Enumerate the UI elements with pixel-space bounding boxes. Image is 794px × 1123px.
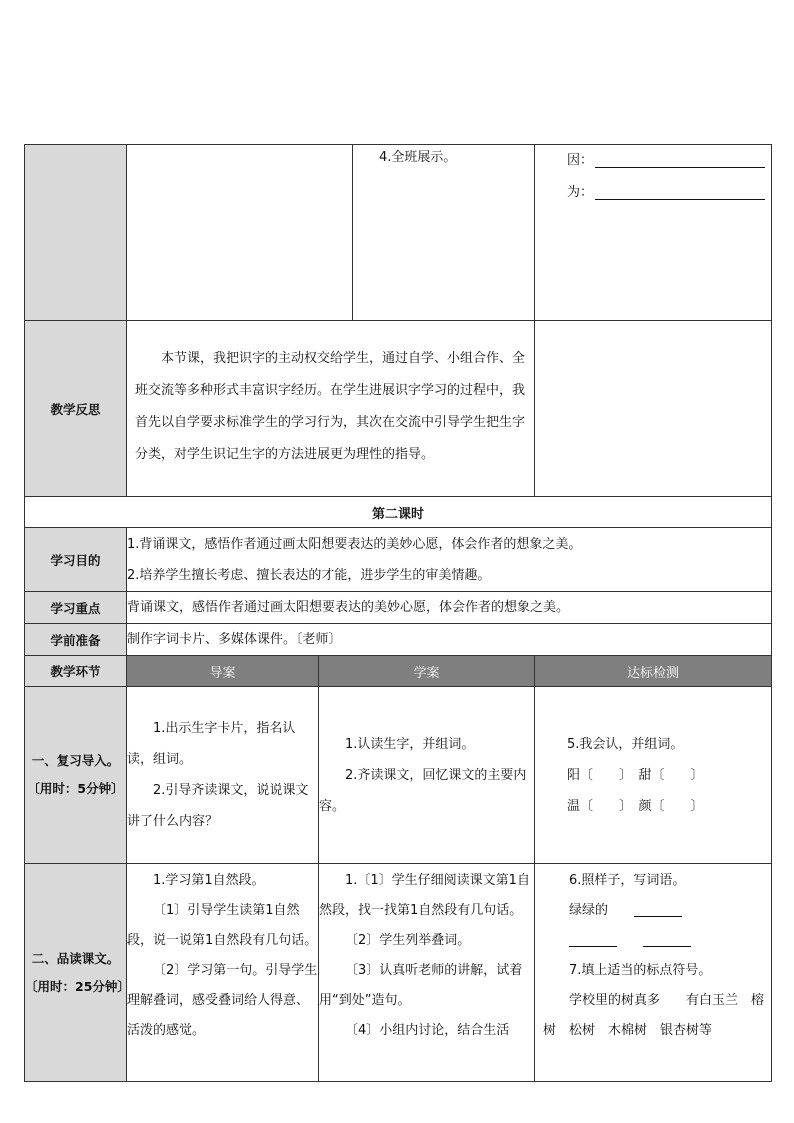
prep-text: 制作字词卡片、多媒体课件。〔老师〕 (127, 624, 772, 656)
reflection-empty-cell (535, 321, 772, 497)
step2-guide-cell (127, 864, 319, 1082)
study-item: 4.全班展示。 (379, 150, 457, 165)
header-check: 达标检测 (535, 656, 772, 687)
step1-guide-item: 2.引导齐读课文，说说课文讲了什么内容？ (127, 783, 309, 829)
focus-label: 学习重点 (25, 592, 127, 624)
step2-title: 二、品读课文。 (31, 950, 120, 966)
step2-guide-item: 1.学习第1自然段。 (153, 873, 265, 888)
step1-guide-item: 1.出示生字卡片，指名认读，组词。 (127, 721, 296, 767)
step1-time: 〔用时：5分钟〕 (27, 781, 124, 796)
prep-label: 学前准备 (25, 624, 127, 656)
study-cell (353, 145, 535, 321)
step2-study-cell (319, 864, 535, 1082)
step1-title: 一、复习导入。 (31, 753, 120, 768)
step2-study-item: 1.〔1〕学生仔细阅读课文第1自然段，找一找第1自然段有几句话。 (319, 873, 530, 918)
section-title: 第二课时 (25, 497, 772, 528)
step2-time: 〔用时：25分钟〕 (25, 978, 130, 994)
step1-label (25, 687, 127, 864)
header-study: 学案 (319, 656, 535, 687)
step2-guide-item: 〔1〕引导学生读第1自然段，说一说第1自然段有几句话。 (127, 903, 318, 948)
step2-label (25, 864, 130, 1082)
goal-item: 2.培养学生擅长考虑、擅长表达的才能，进步学生的审美情趣。 (127, 567, 491, 583)
lesson-plan-table (24, 144, 772, 1082)
step2-study-item: 〔4〕小组内讨论，结合生活 (345, 1023, 510, 1038)
label-cell-empty (25, 145, 127, 321)
reflection-text-cell (127, 321, 535, 497)
reflection-label: 教学反思 (25, 321, 127, 497)
goals-cell (127, 528, 772, 592)
step2-study-item: 〔3〕认真听老师的讲解，试着用“到处”造句。 (319, 963, 523, 1008)
step2-guide-item: 〔2〕学习第一句。引导学生理解叠词，感受叠词给人得意、活泼的感觉。 (127, 963, 318, 1038)
step2-check-item: 6.照样子，写词语。 (569, 873, 686, 888)
header-guide: 导案 (127, 656, 319, 687)
check-cell (535, 145, 772, 321)
focus-text: 背诵课文，感悟作者通过画太阳想要表达的美妙心愿，体会作者的想象之美。 (127, 592, 772, 624)
step2-study-item: 〔2〕学生列举叠词。 (345, 933, 471, 948)
step2-check-cell (535, 864, 772, 1082)
reflection-text: 本节课，我把识字的主动权交给学生，通过自学、小组合作、全班交流等多种形式丰富识字经历。在学生进展识字学习的过程中，我首先以自学要求标准学生的学习行为，其次在交流中引导学生把生字分类，对学生识记生字的方法进展更为理性的指导。 (135, 351, 526, 462)
goals-label: 学习目的 (25, 528, 127, 592)
header-stage: 教学环节 (25, 656, 127, 687)
step1-check-title: 5.我会认，并组词。 (567, 736, 684, 752)
goal-item: 1.背诵课文，感悟作者通过画太阳想要表达的美妙心愿，体会作者的想象之美。 (127, 536, 582, 552)
step2-check-blanks (543, 926, 771, 956)
step1-check-cell (535, 687, 772, 864)
fill-line-1: 因： (567, 145, 771, 177)
step1-guide-cell (127, 687, 319, 864)
step2-check-example: 绿绿的 (543, 896, 771, 926)
guide-cell-empty (127, 145, 353, 321)
step2-check-item: 学校里的树真多 有白玉兰 榕树 松树 木棉树 银杏树等 (543, 993, 765, 1038)
step2-check-item: 7.填上适当的标点符号。 (569, 963, 712, 978)
fill-line-2: 为： (567, 177, 771, 209)
step1-study-cell (319, 687, 535, 864)
step1-check-row: 阳〔 〕 甜〔 〕 (567, 767, 704, 783)
step1-check-row: 温〔 〕 颜〔 〕 (567, 798, 704, 814)
step1-study-item: 1.认读生字，并组词。 (345, 736, 475, 752)
step1-study-item: 2.齐读课文，回忆课文的主要内容。 (319, 767, 527, 814)
